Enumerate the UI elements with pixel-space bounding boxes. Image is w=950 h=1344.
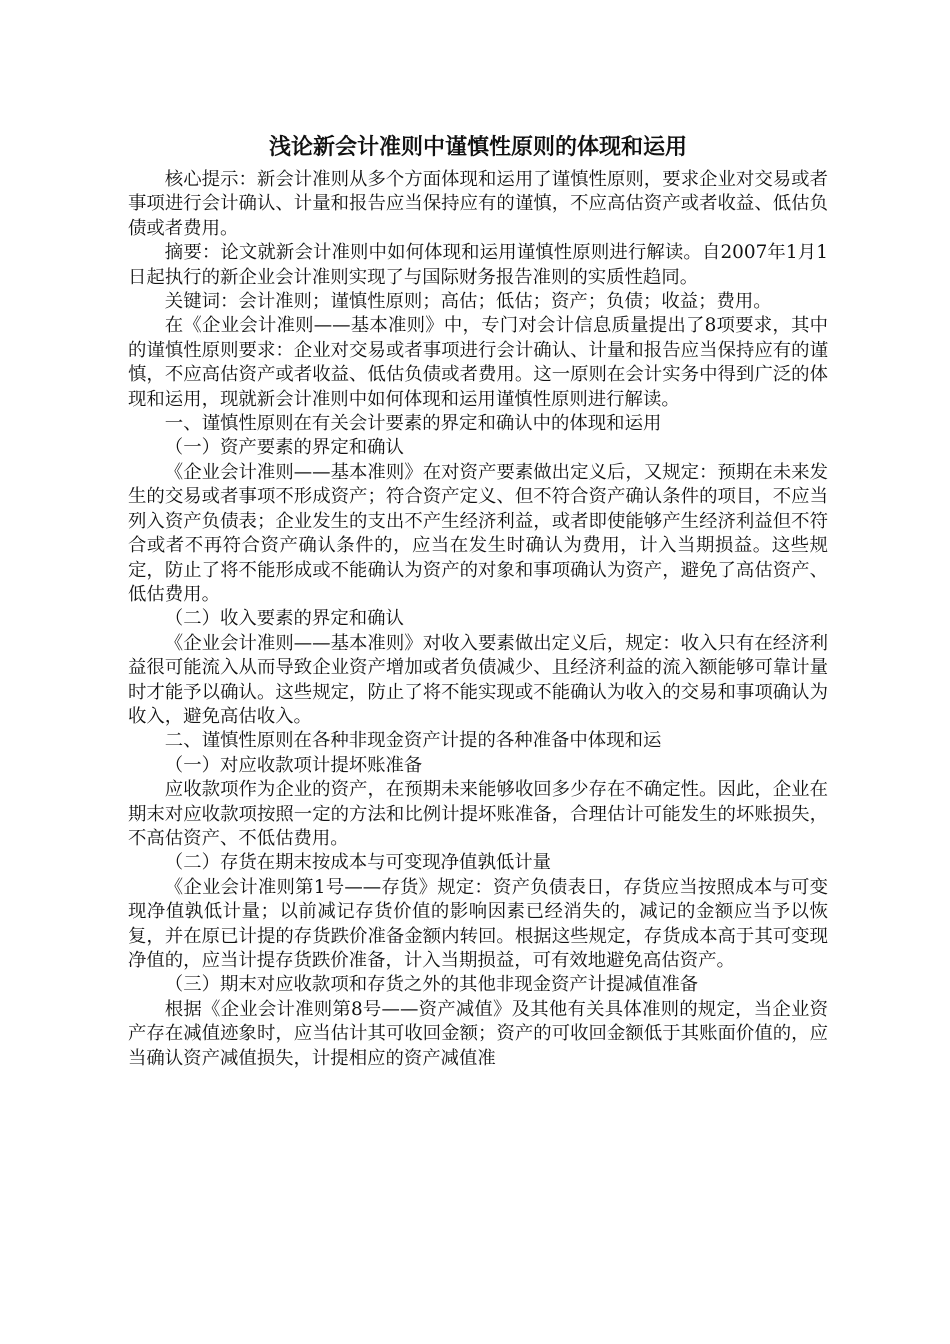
paragraph: 核心提示：新会计准则从多个方面体现和运用了谨慎性原则，要求企业对交易或者事项进行会计确认、计量和报告应当保持应有的谨慎，不应高估资产或者收益、低估负债或者费用。 <box>128 169 828 239</box>
paragraph: 《企业会计准则第1号——存货》规定：资产负债表日，存货应当按照成本与可变现净值孰低计量；以前减记存货价值的影响因素已经消失的，减记的金额应当予以恢复，并在原已计提的存货跌价准备金额内转回。根据这些规定，存货成本高于其可变现净值的，应当计提存货跌价准备，计入当期损益，可有效地避免高估资产。 <box>128 876 828 971</box>
document-page <box>128 132 828 1071</box>
paragraph: 在《企业会计准则——基本准则》中，专门对会计信息质量提出了8项要求，其中的谨慎性原则要求：企业对交易或者事项进行会计确认、计量和报告应当保持应有的谨慎，不应高估资产或者收益、低估负债或者费用。这一原则在会计实务中得到广泛的体现和运用，现就新会计准则中如何体现和运用谨慎性原则进行解读。 <box>128 315 828 410</box>
document-title: 浅论新会计准则中谨慎性原则的体现和运用 <box>268 135 687 160</box>
section-heading: （三）期末对应收款项和存货之外的其他非现金资产计提减值准备 <box>164 974 699 996</box>
section-heading: （一）资产要素的界定和确认 <box>164 437 404 459</box>
section-heading: 一、谨慎性原则在有关会计要素的界定和确认中的体现和运用 <box>164 413 662 435</box>
document-body <box>128 168 828 1071</box>
paragraph: 摘要：论文就新会计准则中如何体现和运用谨慎性原则进行解读。自2007年1月1日起执行的新企业会计准则实现了与国际财务报告准则的实质性趋同。 <box>128 242 828 288</box>
section-heading: 二、谨慎性原则在各种非现金资产计提的各种准备中体现和运 <box>164 730 662 752</box>
paragraph: 关键词：会计准则；谨慎性原则；高估；低估；资产；负债；收益；费用。 <box>164 291 772 313</box>
section-heading: （二）收入要素的界定和确认 <box>164 608 404 630</box>
paragraph: 根据《企业会计准则第8号——资产减值》及其他有关具体准则的规定，当企业资产存在减值迹象时，应当估计其可收回金额；资产的可收回金额低于其账面价值的，应当确认资产减值损失，计提相应的资产减值准 <box>128 998 828 1069</box>
section-heading: （二）存货在期末按成本与可变现净值孰低计量 <box>164 852 552 874</box>
paragraph: 应收款项作为企业的资产，在预期未来能够收回多少存在不确定性。因此，企业在期末对应收款项按照一定的方法和比例计提坏账准备，合理估计可能发生的坏账损失，不高估资产、不低估费用。 <box>128 779 828 849</box>
paragraph: 《企业会计准则——基本准则》对收入要素做出定义后，规定：收入只有在经济利益很可能流入从而导致企业资产增加或者负债减少、且经济利益的流入额能够可靠计量时才能予以确认。这些规定，防止了将不能实现或不能确认为收入的交易和事项确认为收入，避免高估收入。 <box>128 632 828 727</box>
paragraph: 《企业会计准则——基本准则》在对资产要素做出定义后，又规定：预期在未来发生的交易或者事项不形成资产；符合资产定义、但不符合资产确认条件的项目，不应当列入资产负债表；企业发生的支出不产生经济利益，或者即使能够产生经济利益但不符合或者不再符合资产确认条件的，应当在发生时确认为费用，计入当期损益。这些规定，防止了将不能形成或不能确认为资产的对象和事项确认为资产，避免了高估资产、低估费用。 <box>128 461 828 605</box>
section-heading: （一）对应收款项计提坏账准备 <box>164 754 423 776</box>
